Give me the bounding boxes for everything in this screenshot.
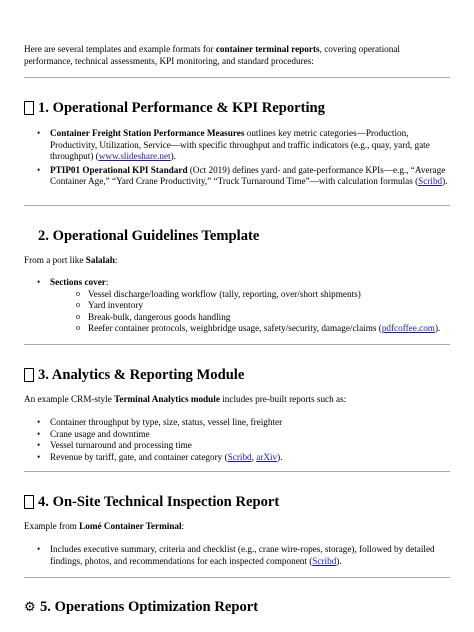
sublist-item: o Vessel discharge/loading workflow (tally, reporting, over/short shipments) (50, 289, 450, 301)
missing-glyph-icon (24, 495, 34, 509)
section-3-heading: 3. Analytics & Reporting Module (24, 366, 450, 384)
section-4-list (24, 544, 450, 567)
section-2-list (24, 277, 450, 335)
divider (24, 577, 450, 578)
intro-paragraph: Here are several templates and example formats for container terminal reports, covering operational performance, technical assessments, KPI monitoring, and standard procedures: (24, 44, 400, 66)
list-item: • PTIP01 Operational KPI Standard (Oct 2019) defines yard- and gate-performance KPIs—e.g., “Average Container Age,” “Yard Crane Productivity,” “Truck Turnaround Time”—with calculation formulas (Scribd). (24, 165, 450, 188)
section-2-heading: 2. Operational Guidelines Template (38, 228, 260, 244)
divider (24, 471, 450, 472)
list-item: • Container throughput by type, size, status, vessel line, freighter (24, 417, 450, 429)
slideshare-link[interactable]: www.slideshare.net (98, 151, 171, 161)
section-3-intro: An example CRM-style Terminal Analytics module includes pre-built reports such as: (24, 394, 347, 404)
section-5-heading: ⚙ 5. Operations Optimization Report (24, 599, 259, 615)
section-3-list (24, 417, 450, 463)
list-item: • Revenue by tariff, gate, and container category (Scribd, arXiv). (24, 452, 450, 464)
section-4-intro: Example from Lomé Container Terminal: (24, 521, 185, 531)
section-2-sublist (50, 289, 450, 335)
scribd-link[interactable]: Scribd (312, 555, 337, 566)
list-item: • Includes executive summary, criteria and checklist (e.g., crane wire-ropes, storage), followed by detailed findings, photos, and recommendations for each inspected component (Scribd). (24, 544, 450, 567)
list-item: • Crane usage and downtime (24, 429, 450, 441)
missing-glyph-icon (24, 101, 34, 115)
missing-glyph-icon (24, 368, 34, 382)
sublist-item: o Break-bulk, dangerous goods handling (50, 312, 450, 324)
sublist-item: o Reefer container protocols, weighbridge usage, safety/security, damage/claims (pdfcoffee.com). (50, 323, 450, 335)
arxiv-link[interactable]: arXiv (256, 451, 278, 462)
section-1-list (24, 128, 450, 188)
divider (24, 344, 450, 345)
divider (24, 205, 450, 206)
list-item: • Sections cover: o Vessel discharge/loading workflow (tally, reporting, over/short shipments) o Yard inventory o Break-bulk, dangerous goods handling o Reefer container protocols, weighbridge usage, safety/security, damage/claims (pdfcoffee.com). (24, 277, 450, 335)
sublist-item: o Yard inventory (50, 300, 450, 312)
gear-icon: ⚙ (24, 599, 36, 614)
divider (24, 77, 450, 78)
scribd-link[interactable]: Scribd (418, 176, 443, 186)
list-item: • Container Freight Station Performance Measures outlines key metric categories—Production, Productivity, Utilization, Service—with specific throughput and traffic indicators (e.g., quay, yard, gate throughput) (www.slideshare.net). (24, 128, 450, 163)
list-item: • Vessel turnaround and processing time (24, 440, 450, 452)
section-2-intro: From a port like Salalah: (24, 255, 118, 265)
section-1-heading: 1. Operational Performance & KPI Reporting (24, 99, 450, 117)
scribd-link[interactable]: Scribd (227, 451, 252, 462)
section-4-heading: 4. On-Site Technical Inspection Report (24, 493, 450, 511)
pdfcoffee-link[interactable]: pdfcoffee.com (381, 323, 435, 333)
